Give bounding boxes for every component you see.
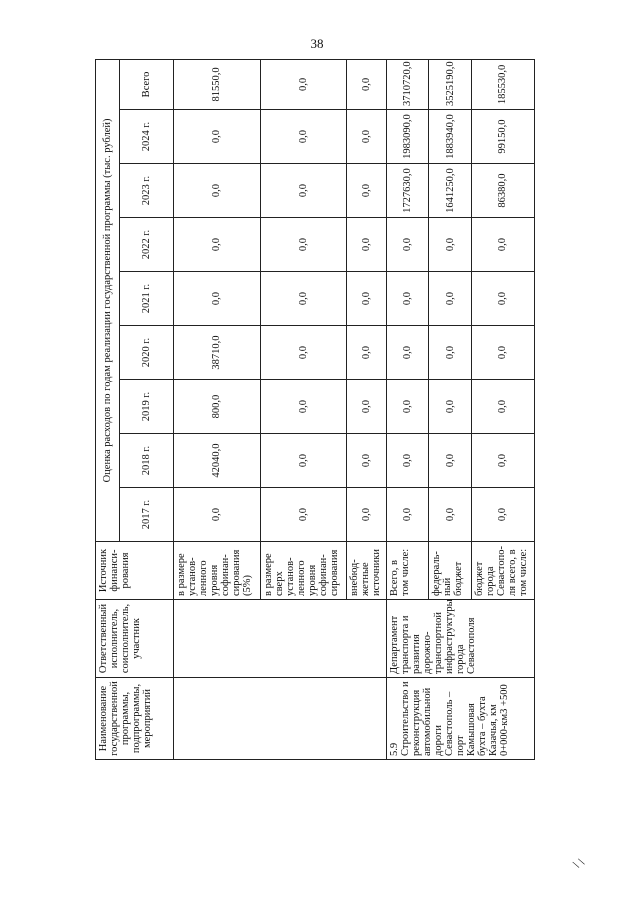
value-cell: 86380,0 — [471, 164, 534, 218]
value-cell: 1983090,0 — [387, 110, 429, 164]
page-number: 38 — [310, 36, 324, 51]
value-cell: 0,0 — [174, 272, 261, 326]
value-cell: 0,0 — [260, 380, 347, 434]
value-cell: 0,0 — [347, 218, 387, 272]
header-estimate: Оценка расходов по годам реализации государственной программы (тыс. рублей) — [96, 59, 120, 541]
value-cell: 0,0 — [429, 380, 471, 434]
value-cell: 0,0 — [347, 434, 387, 488]
value-cell: 0,0 — [471, 380, 534, 434]
value-cell: 99150,0 — [471, 110, 534, 164]
value-cell: 0,0 — [387, 326, 429, 380]
year-header: 2020 г. — [120, 326, 174, 380]
value-cell: 0,0 — [387, 272, 429, 326]
value-cell: 0,0 — [260, 218, 347, 272]
financing-table — [95, 59, 535, 760]
year-header: 2018 г. — [120, 434, 174, 488]
value-cell: 0,0 — [260, 59, 347, 109]
source-cell: внебюд-жетные источники — [347, 542, 387, 600]
header-source: Источник финанси-рования — [96, 542, 174, 600]
value-cell: 0,0 — [347, 110, 387, 164]
value-cell: 3710720,0 — [387, 59, 429, 109]
value-cell: 42040,0 — [174, 434, 261, 488]
table-row — [174, 59, 261, 759]
value-cell: 0,0 — [387, 488, 429, 542]
value-cell: 0,0 — [429, 272, 471, 326]
value-cell: 0,0 — [174, 488, 261, 542]
table-row — [387, 59, 429, 759]
source-cell: в размере сверх установ-ленного уровня софинан-сирования — [260, 542, 347, 600]
executor-cell — [174, 600, 387, 678]
value-cell: 0,0 — [347, 488, 387, 542]
header-name: Наименование государственной программы, подпрограммы, мероприятий — [96, 678, 174, 760]
value-cell: 0,0 — [387, 218, 429, 272]
source-cell: в размере установ-ленного уровня софинан-сирования (5%) — [174, 542, 261, 600]
value-cell: 185530,0 — [471, 59, 534, 109]
value-cell: 0,0 — [347, 380, 387, 434]
value-cell: 0,0 — [260, 272, 347, 326]
value-cell: 0,0 — [429, 218, 471, 272]
value-cell: 0,0 — [429, 488, 471, 542]
value-cell: 0,0 — [471, 434, 534, 488]
executor-cell: Департамент транспорта и развития дорожно-транспортной инфраструктуры города Севастополя — [387, 600, 535, 678]
source-cell: бюджет города Севастопо-ля всего, в том числе: — [471, 542, 534, 600]
value-cell: 0,0 — [471, 272, 534, 326]
value-cell: 0,0 — [347, 272, 387, 326]
year-header: 2023 г. — [120, 164, 174, 218]
value-cell: 0,0 — [471, 218, 534, 272]
value-cell: 0,0 — [174, 164, 261, 218]
value-cell: 0,0 — [347, 59, 387, 109]
value-cell: 0,0 — [429, 326, 471, 380]
corner-mark: \ \ — [570, 854, 587, 872]
value-cell: 0,0 — [471, 488, 534, 542]
year-header: 2019 г. — [120, 380, 174, 434]
value-cell: 1727630,0 — [387, 164, 429, 218]
value-cell: 1641250,0 — [429, 164, 471, 218]
value-cell: 0,0 — [387, 434, 429, 488]
value-cell: 0,0 — [174, 218, 261, 272]
value-cell: 0,0 — [347, 326, 387, 380]
value-cell: 0,0 — [260, 110, 347, 164]
activity-name-cell — [174, 678, 387, 760]
source-cell: федераль-ный бюджет — [429, 542, 471, 600]
rotated-table — [95, 60, 535, 760]
value-cell: 800,0 — [174, 380, 261, 434]
value-cell: 0,0 — [260, 326, 347, 380]
year-header: Всего — [120, 59, 174, 109]
activity-name-cell: 5.9 Строительство и реконструкция автомобильной дороги Севастополь – порт Камышовая бухта – бухта Казачья, км 0+000-км3 +500 — [387, 678, 535, 760]
value-cell: 0,0 — [174, 110, 261, 164]
year-header: 2024 г. — [120, 110, 174, 164]
year-header: 2022 г. — [120, 218, 174, 272]
value-cell: 0,0 — [387, 380, 429, 434]
value-cell: 0,0 — [260, 488, 347, 542]
value-cell: 1883940,0 — [429, 110, 471, 164]
value-cell: 0,0 — [347, 164, 387, 218]
value-cell: 81550,0 — [174, 59, 261, 109]
rotated-table-container — [95, 60, 634, 756]
value-cell: 3525190,0 — [429, 59, 471, 109]
value-cell: 0,0 — [260, 434, 347, 488]
year-header: 2017 г. — [120, 488, 174, 542]
value-cell: 0,0 — [429, 434, 471, 488]
year-header: 2021 г. — [120, 272, 174, 326]
header-executor: Ответственный исполнитель, соисполнитель, участник — [96, 600, 174, 678]
source-cell: Всего, в том числе: — [387, 542, 429, 600]
value-cell: 0,0 — [471, 326, 534, 380]
value-cell: 0,0 — [260, 164, 347, 218]
value-cell: 38710,0 — [174, 326, 261, 380]
